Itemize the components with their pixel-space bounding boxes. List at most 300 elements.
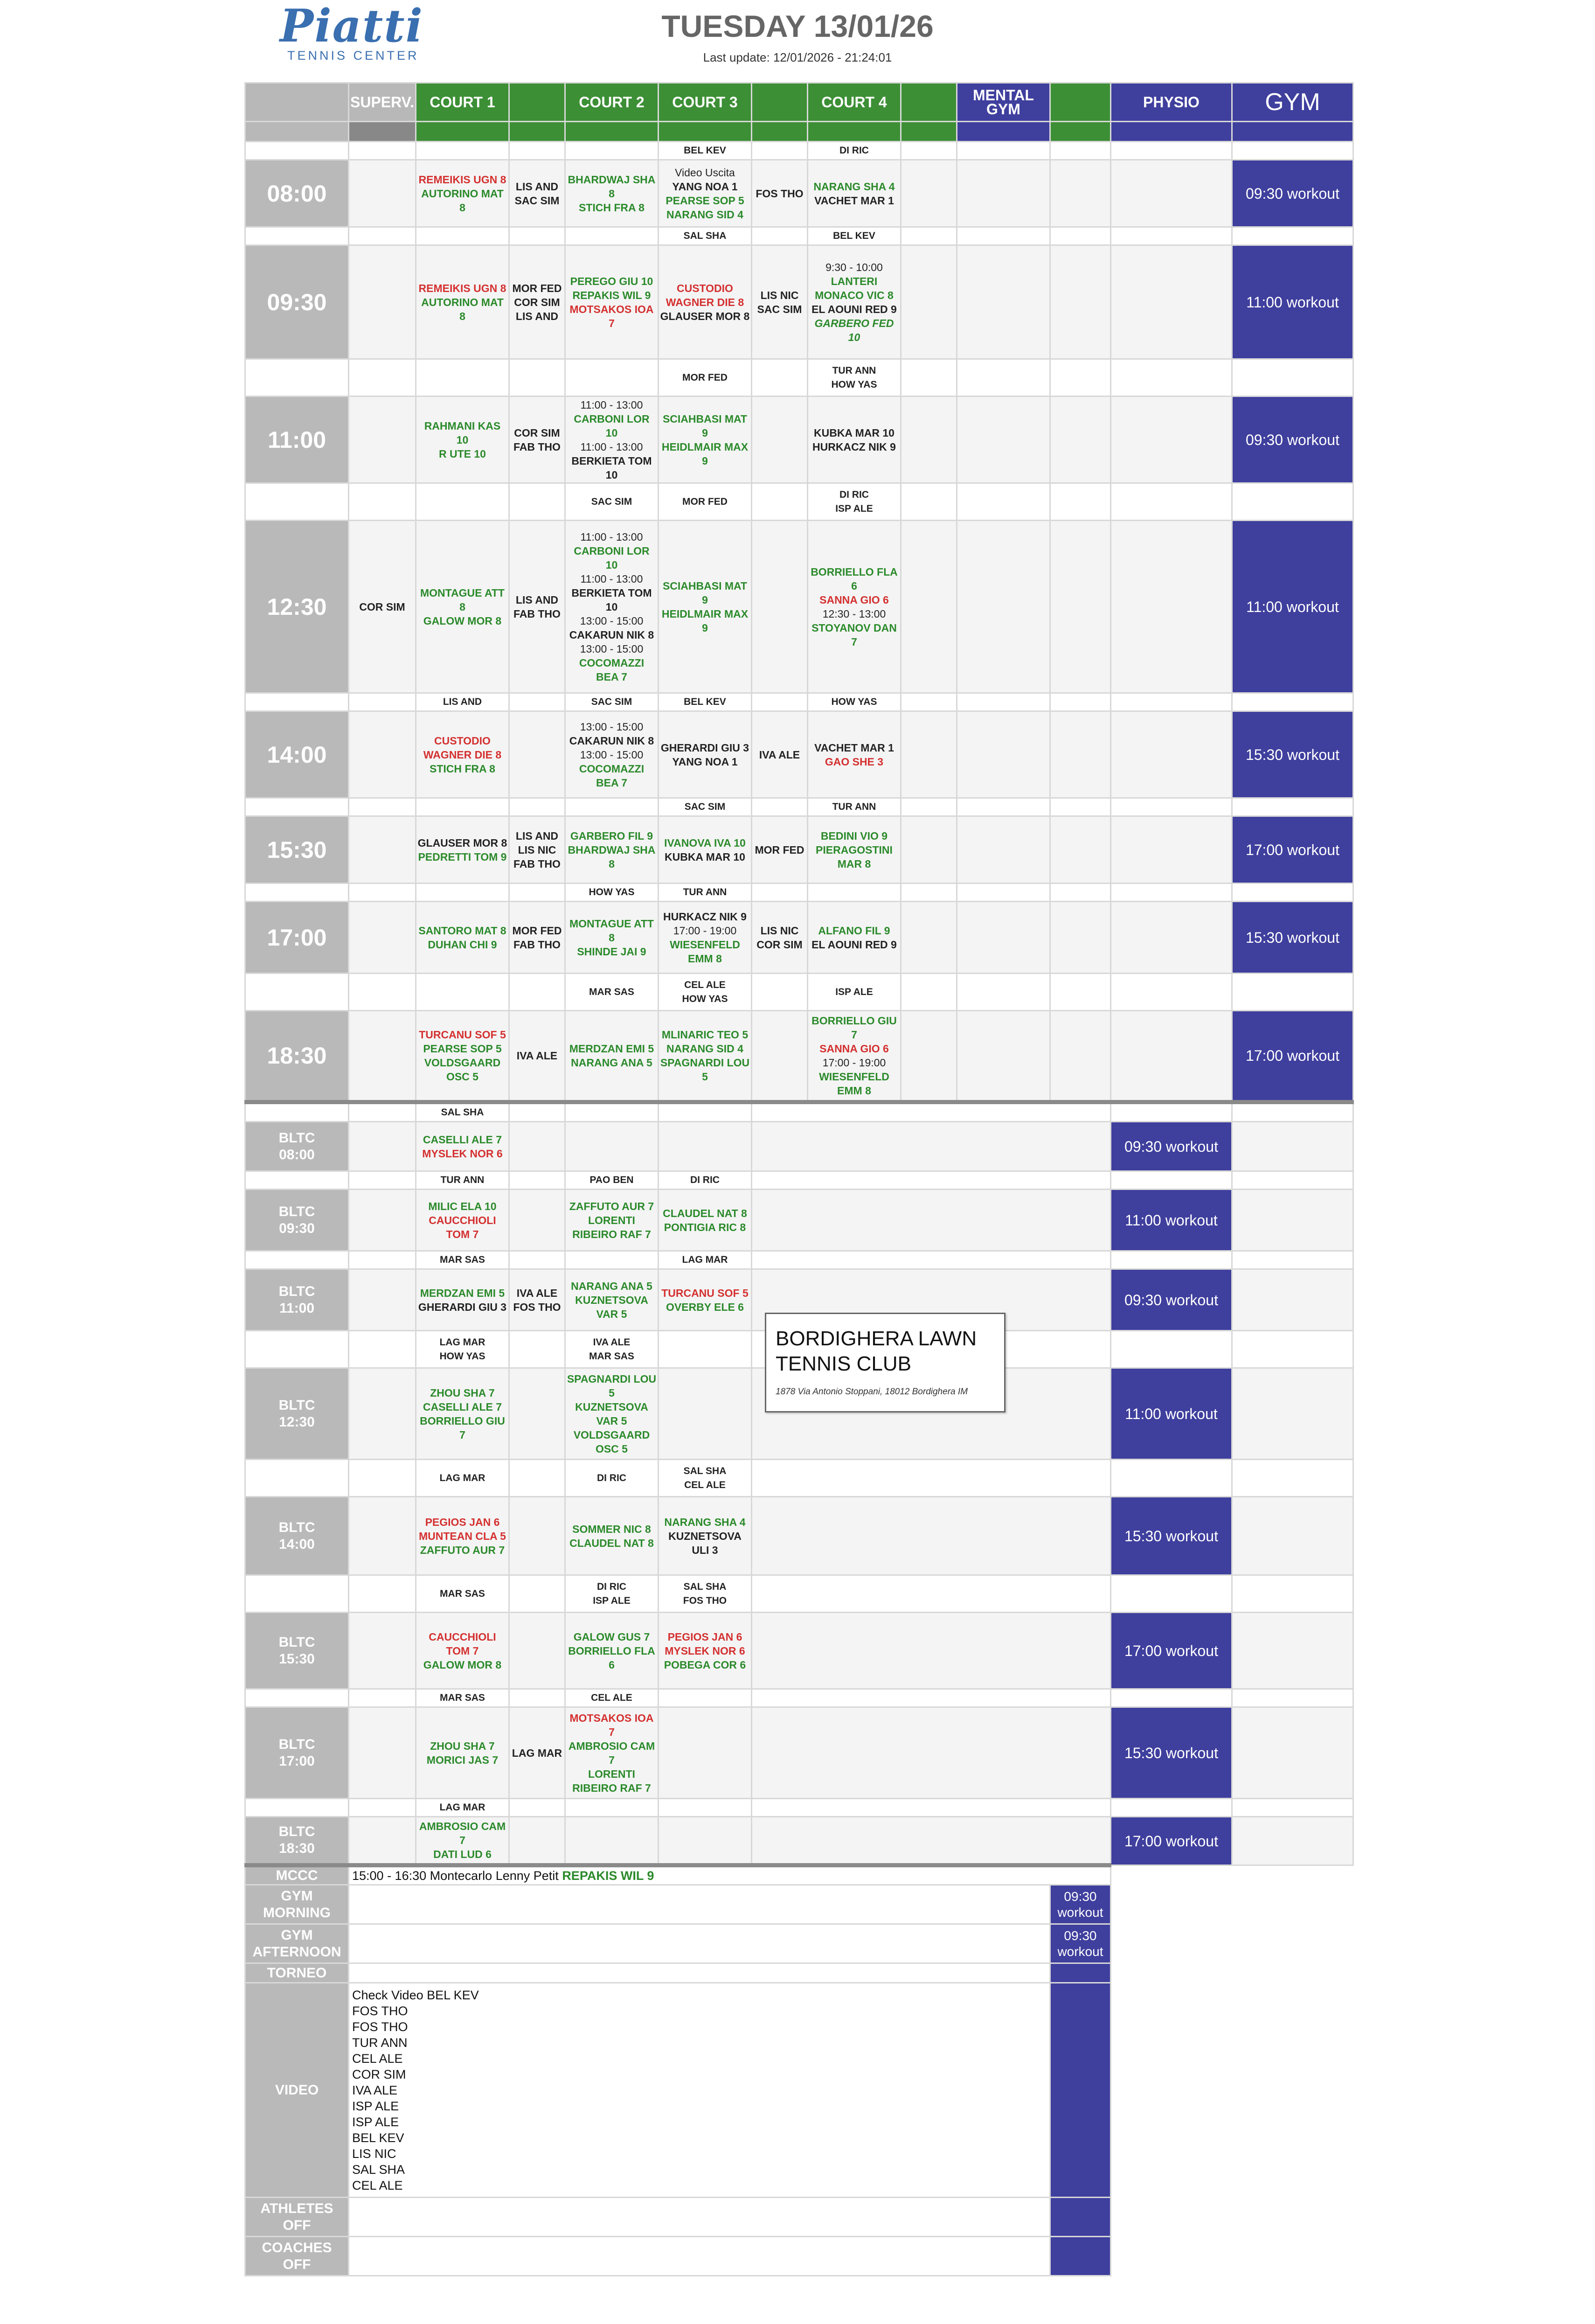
court-cell[interactable] xyxy=(807,245,901,359)
coach-cell xyxy=(751,245,807,359)
court-cell[interactable] xyxy=(658,1011,751,1102)
court-supervisor: HOW YAS xyxy=(682,993,728,1004)
entry: PEARSE SOP 5 xyxy=(423,1043,502,1055)
entry: IVA ALE xyxy=(516,1050,558,1062)
entry: CARBONI LOR 10 xyxy=(574,412,650,439)
entry: PEREGO GIU 10 xyxy=(570,275,653,287)
coach-cell xyxy=(509,1269,565,1331)
entry: FAB THO xyxy=(513,857,561,870)
court-supervisor: CEL ALE xyxy=(565,1689,658,1707)
court-cell[interactable] xyxy=(658,816,751,884)
video-line: ISP ALE xyxy=(352,2115,399,2129)
court-cell[interactable] xyxy=(416,816,509,884)
entry: GHERARDI GIU 3 xyxy=(660,741,749,754)
gym-workout[interactable]: 11:00 workout xyxy=(1232,521,1353,693)
entry: HEIDLMAIR MAX 9 xyxy=(661,607,749,634)
court-cell[interactable] xyxy=(565,1368,658,1460)
court-header-row xyxy=(245,83,1353,122)
time-label: 17:00 xyxy=(245,902,349,974)
court-cell[interactable] xyxy=(416,1817,509,1865)
bltc-time-label: BLTC 12:30 xyxy=(245,1368,349,1460)
entry: CLAUDEL NAT 8 xyxy=(569,1537,654,1549)
court-supervisor: MOR FED xyxy=(658,483,751,521)
col-physio: PHYSIO xyxy=(1110,83,1232,122)
entry: MONTAGUE ATT 8 xyxy=(569,917,654,944)
bltc-time-label: BLTC 11:00 xyxy=(245,1269,349,1331)
coach-cell xyxy=(509,816,565,884)
gym-morning-workout[interactable]: 09:30 workout xyxy=(1050,1885,1110,1924)
video-line: TUR ANN xyxy=(352,2036,408,2050)
slot-row xyxy=(245,521,1353,693)
court-supervisor: FOS THO xyxy=(683,1595,727,1606)
court-cell[interactable] xyxy=(565,816,658,884)
gym-morning-row xyxy=(245,1885,1353,1924)
court-supervisor: CEL ALE xyxy=(684,979,726,990)
time-label: 08:00 xyxy=(245,160,349,227)
slot-row xyxy=(245,816,1353,884)
entry: REMEIKIS UGN 8 xyxy=(418,282,506,294)
court-cell[interactable] xyxy=(565,245,658,359)
coach-cell xyxy=(509,1707,565,1799)
court-supervisor: HOW YAS xyxy=(565,884,658,902)
entry: KUBKA MAR 10 xyxy=(813,426,895,439)
court-cell[interactable] xyxy=(807,160,901,227)
court-cell[interactable] xyxy=(565,902,658,974)
time-label: 09:30 xyxy=(245,245,349,359)
entry: KUZNETSOVA VAR 5 xyxy=(575,1400,648,1427)
entry: SCIAHBASI MAT 9 xyxy=(662,412,747,439)
entry: PEDRETTI TOM 9 xyxy=(418,850,507,863)
court-cell[interactable] xyxy=(807,902,901,974)
entry: CASELLI ALE 7 xyxy=(423,1400,502,1413)
entry: FOS THO xyxy=(756,187,804,200)
entry: EL AOUNI RED 9 xyxy=(811,938,897,951)
court-supervisor: PAO BEN xyxy=(565,1171,658,1190)
supervisor-row xyxy=(245,693,1353,711)
coach-cell xyxy=(509,902,565,974)
entry: HURKACZ NIK 9 xyxy=(663,910,747,923)
mccc-entry[interactable]: 15:00 - 16:30 Montecarlo Lenny Petit REPAKIS WIL 9 xyxy=(349,1865,1111,1885)
court-cell[interactable] xyxy=(416,245,509,359)
court-cell[interactable] xyxy=(416,711,509,798)
gym-workout[interactable]: 09:30 workout xyxy=(1232,397,1353,483)
entry: CAUCCHIOLI TOM 7 xyxy=(429,1630,496,1657)
supervisor-cell: COR SIM xyxy=(349,521,416,693)
entry: BORRIELLO GIU 7 xyxy=(420,1414,505,1441)
entry: COCOMAZZI BEA 7 xyxy=(579,762,645,789)
court-supervisor: MAR SAS xyxy=(565,974,658,1011)
time-label: 12:30 xyxy=(245,521,349,693)
entry: CAUCCHIOLI TOM 7 xyxy=(429,1214,496,1240)
mccc-label: MCCC xyxy=(245,1865,349,1885)
entry: MOTSAKOS IOA 7 xyxy=(569,1712,654,1738)
court-cell[interactable] xyxy=(658,521,751,693)
entry: KUZNETSOVA VAR 5 xyxy=(575,1294,648,1320)
court-cell[interactable] xyxy=(807,1011,901,1102)
court-supervisor: SAL SHA xyxy=(683,1581,727,1592)
entry: MOR FED xyxy=(512,924,562,937)
slot-row xyxy=(245,711,1353,798)
entry: ZAFFUTO AUR 7 xyxy=(569,1200,654,1212)
court-cell[interactable] xyxy=(658,1613,751,1689)
bltc-card-address: 1878 Via Antonio Stoppani, 18012 Bordighera IM xyxy=(776,1387,968,1397)
court-supervisor-stack xyxy=(658,974,751,1011)
col-court-3: COURT 3 xyxy=(658,83,751,122)
court-supervisor: MAR SAS xyxy=(416,1689,509,1707)
header-sub-row xyxy=(245,122,1353,142)
entry: OVERBY ELE 6 xyxy=(666,1301,744,1313)
col-superv: SUPERV. xyxy=(349,83,416,122)
slot-row xyxy=(245,160,1353,227)
video-line: CEL ALE xyxy=(352,2052,403,2066)
schedule-table xyxy=(244,82,1354,2276)
bltc-time-label: BLTC 17:00 xyxy=(245,1707,349,1799)
bltc-time-label: BLTC 08:00 xyxy=(245,1122,349,1171)
entry: NARANG ANA 5 xyxy=(571,1280,652,1292)
col-court-4-extra xyxy=(901,83,957,122)
court-supervisor: BEL KEV xyxy=(807,227,901,245)
col-gym: GYM xyxy=(1232,83,1353,122)
court-cell[interactable] xyxy=(416,160,509,227)
slot-row xyxy=(245,1011,1353,1102)
entry: MYSLEK NOR 6 xyxy=(665,1644,745,1657)
entry: KUZNETSOVA ULI 3 xyxy=(668,1530,742,1556)
bltc-row xyxy=(245,1817,1353,1865)
court-supervisor: HOW YAS xyxy=(831,379,877,390)
video-line: BEL KEV xyxy=(352,2131,404,2145)
entry: FOS THO xyxy=(513,1301,561,1313)
entry: AMBROSIO CAM 7 xyxy=(568,1740,655,1766)
court-cell[interactable] xyxy=(416,521,509,693)
sub-cell xyxy=(957,122,1050,142)
entry: LIS AND xyxy=(515,829,559,842)
coach-cell xyxy=(751,711,807,798)
entry: ZAFFUTO AUR 7 xyxy=(420,1544,505,1556)
sub-cell xyxy=(901,122,957,142)
entry: PIERAGOSTINI MAR 8 xyxy=(816,843,893,870)
entry: GALOW MOR 8 xyxy=(423,1658,502,1671)
court-supervisor: MAR SAS xyxy=(589,1350,634,1362)
court-supervisor: DI RIC xyxy=(839,489,869,500)
entry: BERKIETA TOM 10 xyxy=(571,454,652,481)
entry: GALOW GUS 7 xyxy=(573,1630,650,1643)
entry: SANNA GIO 6 xyxy=(819,1043,889,1055)
entry: LIS AND xyxy=(515,310,559,322)
time-cell xyxy=(245,142,349,160)
physio-workout[interactable]: 11:00 workout xyxy=(1110,1190,1232,1251)
bltc-row xyxy=(245,1707,1353,1799)
entry: VOLDSGAARD OSC 5 xyxy=(573,1428,650,1455)
supervisor-row xyxy=(245,884,1353,902)
supervisor-row xyxy=(245,1799,1353,1817)
gym-afternoon-row xyxy=(245,1924,1353,1963)
entry: LORENTI RIBEIRO RAF 7 xyxy=(572,1767,651,1794)
torneo-label: TORNEO xyxy=(245,1963,349,1983)
entry: VACHET MAR 1 xyxy=(814,194,894,207)
court-cell[interactable] xyxy=(658,1269,751,1331)
court-supervisor: LAG MAR xyxy=(416,1460,509,1497)
court-supervisor: DI RIC xyxy=(565,1460,658,1497)
gym-workout[interactable]: 17:00 workout xyxy=(1232,1011,1353,1102)
entry: PEGIOS JAN 6 xyxy=(667,1630,742,1643)
court-cell[interactable] xyxy=(658,160,751,227)
mccc-row xyxy=(245,1865,1353,1885)
entry: LIS NIC xyxy=(760,924,799,937)
physio-workout[interactable]: 09:30 workout xyxy=(1110,1122,1232,1171)
court-cell[interactable] xyxy=(416,902,509,974)
court-cell[interactable] xyxy=(565,711,658,798)
entry: DUHAN CHI 9 xyxy=(428,938,497,951)
court-supervisor-stack xyxy=(807,483,901,521)
video-line: ISP ALE xyxy=(352,2099,399,2113)
video-list[interactable] xyxy=(349,1983,1050,2198)
entry: MYSLEK NOR 6 xyxy=(422,1147,503,1160)
entry: SAC SIM xyxy=(514,194,560,207)
court-cell[interactable] xyxy=(658,1190,751,1251)
entry: CASELLI ALE 7 xyxy=(423,1133,502,1146)
court-supervisor: MAR SAS xyxy=(416,1575,509,1613)
entry: GARBERO FED 10 xyxy=(814,317,894,343)
court-supervisor: BEL KEV xyxy=(658,142,751,160)
entry: LANTERI MONACO VIC 8 xyxy=(815,275,894,301)
court-supervisor: SAL SHA xyxy=(416,1102,509,1122)
court-cell[interactable] xyxy=(565,521,658,693)
court-supervisor: ISP ALE xyxy=(807,974,901,1011)
coach-cell xyxy=(751,160,807,227)
time-label: 18:30 xyxy=(245,1011,349,1102)
entry: MORICI JAS 7 xyxy=(426,1753,499,1766)
entry: 11:00 - 13:00 xyxy=(580,440,643,453)
entry: SPAGNARDI LOU 5 xyxy=(660,1057,750,1083)
slot-row xyxy=(245,245,1353,359)
court-cell[interactable] xyxy=(565,1613,658,1689)
entry: MILIC ELA 10 xyxy=(428,1200,497,1212)
entry: PEARSE SOP 5 xyxy=(666,194,744,207)
sub-cell xyxy=(658,122,751,142)
entry: SANTORO MAT 8 xyxy=(418,924,506,937)
video-line: IVA ALE xyxy=(352,2083,398,2097)
court-cell[interactable] xyxy=(565,1497,658,1575)
gym-workout[interactable]: 11:00 workout xyxy=(1232,245,1353,359)
court-supervisor: LAG MAR xyxy=(658,1251,751,1269)
entry: STICH FRA 8 xyxy=(578,201,645,214)
court-supervisor-stack xyxy=(565,1331,658,1368)
court-cell[interactable] xyxy=(658,397,751,483)
court-supervisor: CEL ALE xyxy=(684,1479,726,1490)
entry: LIS AND xyxy=(515,180,559,193)
header-corner xyxy=(245,83,349,122)
entry: POBEGA COR 6 xyxy=(664,1658,746,1671)
court-cell[interactable] xyxy=(565,1269,658,1331)
supervisor-row xyxy=(245,142,1353,160)
video-label: VIDEO xyxy=(245,1983,349,2198)
entry: 12:30 - 13:00 xyxy=(822,607,886,620)
video-line: FOS THO xyxy=(352,2020,408,2034)
court-cell[interactable] xyxy=(807,397,901,483)
athletes-off-label: ATHLETES OFF xyxy=(245,2198,349,2237)
court-cell[interactable] xyxy=(565,1011,658,1102)
entry: ALFANO FIL 9 xyxy=(818,924,890,937)
court-cell[interactable] xyxy=(565,397,658,483)
court-cell[interactable] xyxy=(658,711,751,798)
entry: GARBERO FIL 9 xyxy=(570,829,653,842)
entry: CUSTODIO WAGNER DIE 8 xyxy=(423,734,502,761)
video-line: SAL SHA xyxy=(352,2163,405,2177)
gym-workout[interactable]: 15:30 workout xyxy=(1232,902,1353,974)
court-supervisor: HOW YAS xyxy=(807,693,901,711)
court-supervisor-stack xyxy=(658,1575,751,1613)
court-supervisor: MOR FED xyxy=(658,359,751,397)
court-cell[interactable] xyxy=(416,1190,509,1251)
court-cell[interactable] xyxy=(416,1269,509,1331)
entry: LAG MAR xyxy=(512,1746,562,1759)
entry: 13:00 - 15:00 xyxy=(580,748,644,761)
court-cell[interactable] xyxy=(416,1497,509,1575)
entry: NARANG SID 4 xyxy=(666,1043,743,1055)
court-supervisor: MAR SAS xyxy=(416,1251,509,1269)
entry: WIESENFELD EMM 8 xyxy=(819,1071,889,1097)
court-cell[interactable] xyxy=(565,160,658,227)
entry: CUSTODIO WAGNER DIE 8 xyxy=(666,282,744,308)
court-cell[interactable] xyxy=(565,1707,658,1799)
entry: NARANG SHA 4 xyxy=(813,180,895,193)
sub-cell xyxy=(416,122,509,142)
entry: 11:00 - 13:00 xyxy=(580,572,643,585)
sub-cell xyxy=(1050,122,1110,142)
court-cell[interactable] xyxy=(565,1190,658,1251)
supervisor-row xyxy=(245,359,1353,397)
col-court-3-extra xyxy=(751,83,807,122)
entry: RAHMANI KAS 10 xyxy=(424,419,501,446)
gym-workout[interactable]: 09:30 workout xyxy=(1232,160,1353,227)
entry: MLINARIC TEO 5 xyxy=(661,1029,749,1041)
entry: BORRIELLO FLA 6 xyxy=(568,1644,655,1671)
entry: MOR FED xyxy=(512,282,562,294)
logo-text: Piatti xyxy=(280,0,424,52)
entry: 17:00 - 19:00 xyxy=(673,924,737,937)
entry: BEDINI VIO 9 xyxy=(820,829,888,842)
entry: BORRIELLO FLA 6 xyxy=(811,565,898,592)
court-supervisor: LAG MAR xyxy=(416,1799,509,1817)
gym-afternoon-workout[interactable]: 09:30 workout xyxy=(1050,1924,1110,1963)
gym-morning-label: GYM MORNING xyxy=(245,1885,349,1924)
entry: GALOW MOR 8 xyxy=(423,614,502,627)
physio-workout[interactable]: 17:00 workout xyxy=(1110,1613,1232,1689)
court-cell[interactable] xyxy=(658,902,751,974)
court-supervisor: SAC SIM xyxy=(658,798,751,816)
time-label: 11:00 xyxy=(245,397,349,483)
entry: MOTSAKOS IOA 7 xyxy=(569,303,654,329)
physio-workout[interactable]: 15:30 workout xyxy=(1110,1707,1232,1799)
video-line: FOS THO xyxy=(352,2004,408,2018)
bltc-row xyxy=(245,1122,1353,1171)
sub-cell xyxy=(1110,122,1232,142)
physio-workout[interactable]: 09:30 workout xyxy=(1110,1269,1232,1331)
court-supervisor-stack xyxy=(565,1575,658,1613)
supervisor-row xyxy=(245,974,1353,1011)
court-supervisor: SAL SHA xyxy=(683,1465,727,1476)
gym-workout[interactable]: 17:00 workout xyxy=(1232,816,1353,884)
sub-cell xyxy=(807,122,901,142)
supervisor-row xyxy=(245,1689,1353,1707)
bltc-info-card[interactable] xyxy=(765,1313,1006,1412)
court-cell[interactable] xyxy=(416,1707,509,1799)
bltc-time-label: BLTC 14:00 xyxy=(245,1497,349,1575)
entry: 13:00 - 15:00 xyxy=(580,720,644,733)
supervisor-row xyxy=(245,1171,1353,1190)
entry: MOR FED xyxy=(755,843,804,856)
court-supervisor: BEL KEV xyxy=(658,693,751,711)
court-cell[interactable] xyxy=(658,245,751,359)
entry: TURCANU SOF 5 xyxy=(419,1029,506,1041)
col-court-4: COURT 4 xyxy=(807,83,901,122)
court-cell[interactable] xyxy=(416,1011,509,1102)
entry: LIS NIC xyxy=(518,843,556,856)
bltc-time-label: BLTC 18:30 xyxy=(245,1817,349,1865)
entry: GLAUSER MOR 8 xyxy=(417,836,507,849)
court-supervisor: ISP ALE xyxy=(835,503,873,514)
coach-cell xyxy=(509,1011,565,1102)
entry: MERDZAN EMI 5 xyxy=(569,1043,654,1055)
entry: COCOMAZZI BEA 7 xyxy=(579,656,645,683)
supervisor-row xyxy=(245,1251,1353,1269)
court-cell[interactable] xyxy=(658,1497,751,1575)
entry: STICH FRA 8 xyxy=(429,762,495,775)
court-supervisor: TUR ANN xyxy=(807,798,901,816)
court-cell[interactable] xyxy=(807,816,901,884)
entry: YANG NOA 1 xyxy=(672,180,738,193)
entry: SAC SIM xyxy=(757,303,802,315)
entry: SPAGNARDI LOU 5 xyxy=(567,1372,657,1399)
coach-cell xyxy=(509,160,565,227)
court-supervisor: DI RIC xyxy=(596,1581,626,1592)
court-cell[interactable] xyxy=(807,521,901,693)
bltc-row xyxy=(245,1613,1353,1689)
court-supervisor: HOW YAS xyxy=(439,1350,485,1362)
court-cell[interactable] xyxy=(416,397,509,483)
entry: CARBONI LOR 10 xyxy=(574,544,650,571)
entry: DATI LUD 6 xyxy=(433,1848,492,1860)
court-cell[interactable] xyxy=(416,1613,509,1689)
entry: MUNTEAN CLA 5 xyxy=(418,1530,506,1542)
entry: VACHET MAR 1 xyxy=(814,741,894,754)
supervisor-row xyxy=(245,1102,1353,1122)
physio-workout[interactable]: 15:30 workout xyxy=(1110,1497,1232,1575)
logo-subtitle: TENNIS CENTER xyxy=(287,49,419,63)
bltc-card-title: BORDIGHERA LAWN TENNIS CLUB xyxy=(776,1327,977,1375)
court-cell[interactable] xyxy=(416,1122,509,1171)
entry: NARANG SID 4 xyxy=(666,208,743,221)
coaches-off-label: COACHES OFF xyxy=(245,2237,349,2276)
entry: BHARDWAJ SHA 8 xyxy=(568,173,656,200)
court-supervisor-stack xyxy=(416,1331,509,1368)
physio-workout[interactable]: 17:00 workout xyxy=(1110,1817,1232,1865)
gym-workout[interactable]: 15:30 workout xyxy=(1232,711,1353,798)
physio-workout[interactable]: 11:00 workout xyxy=(1110,1368,1232,1460)
court-supervisor: TUR ANN xyxy=(832,365,876,376)
supervisor-row xyxy=(245,227,1353,245)
entry: HEIDLMAIR MAX 9 xyxy=(661,440,749,467)
bltc-row xyxy=(245,1497,1353,1575)
bltc-row xyxy=(245,1190,1353,1251)
court-supervisor: DI RIC xyxy=(807,142,901,160)
court-supervisor: TUR ANN xyxy=(658,884,751,902)
court-cell[interactable] xyxy=(807,711,901,798)
court-cell[interactable] xyxy=(416,1368,509,1460)
slot-row xyxy=(245,397,1353,483)
entry: BERKIETA TOM 10 xyxy=(571,586,652,613)
entry: FAB THO xyxy=(513,938,561,951)
